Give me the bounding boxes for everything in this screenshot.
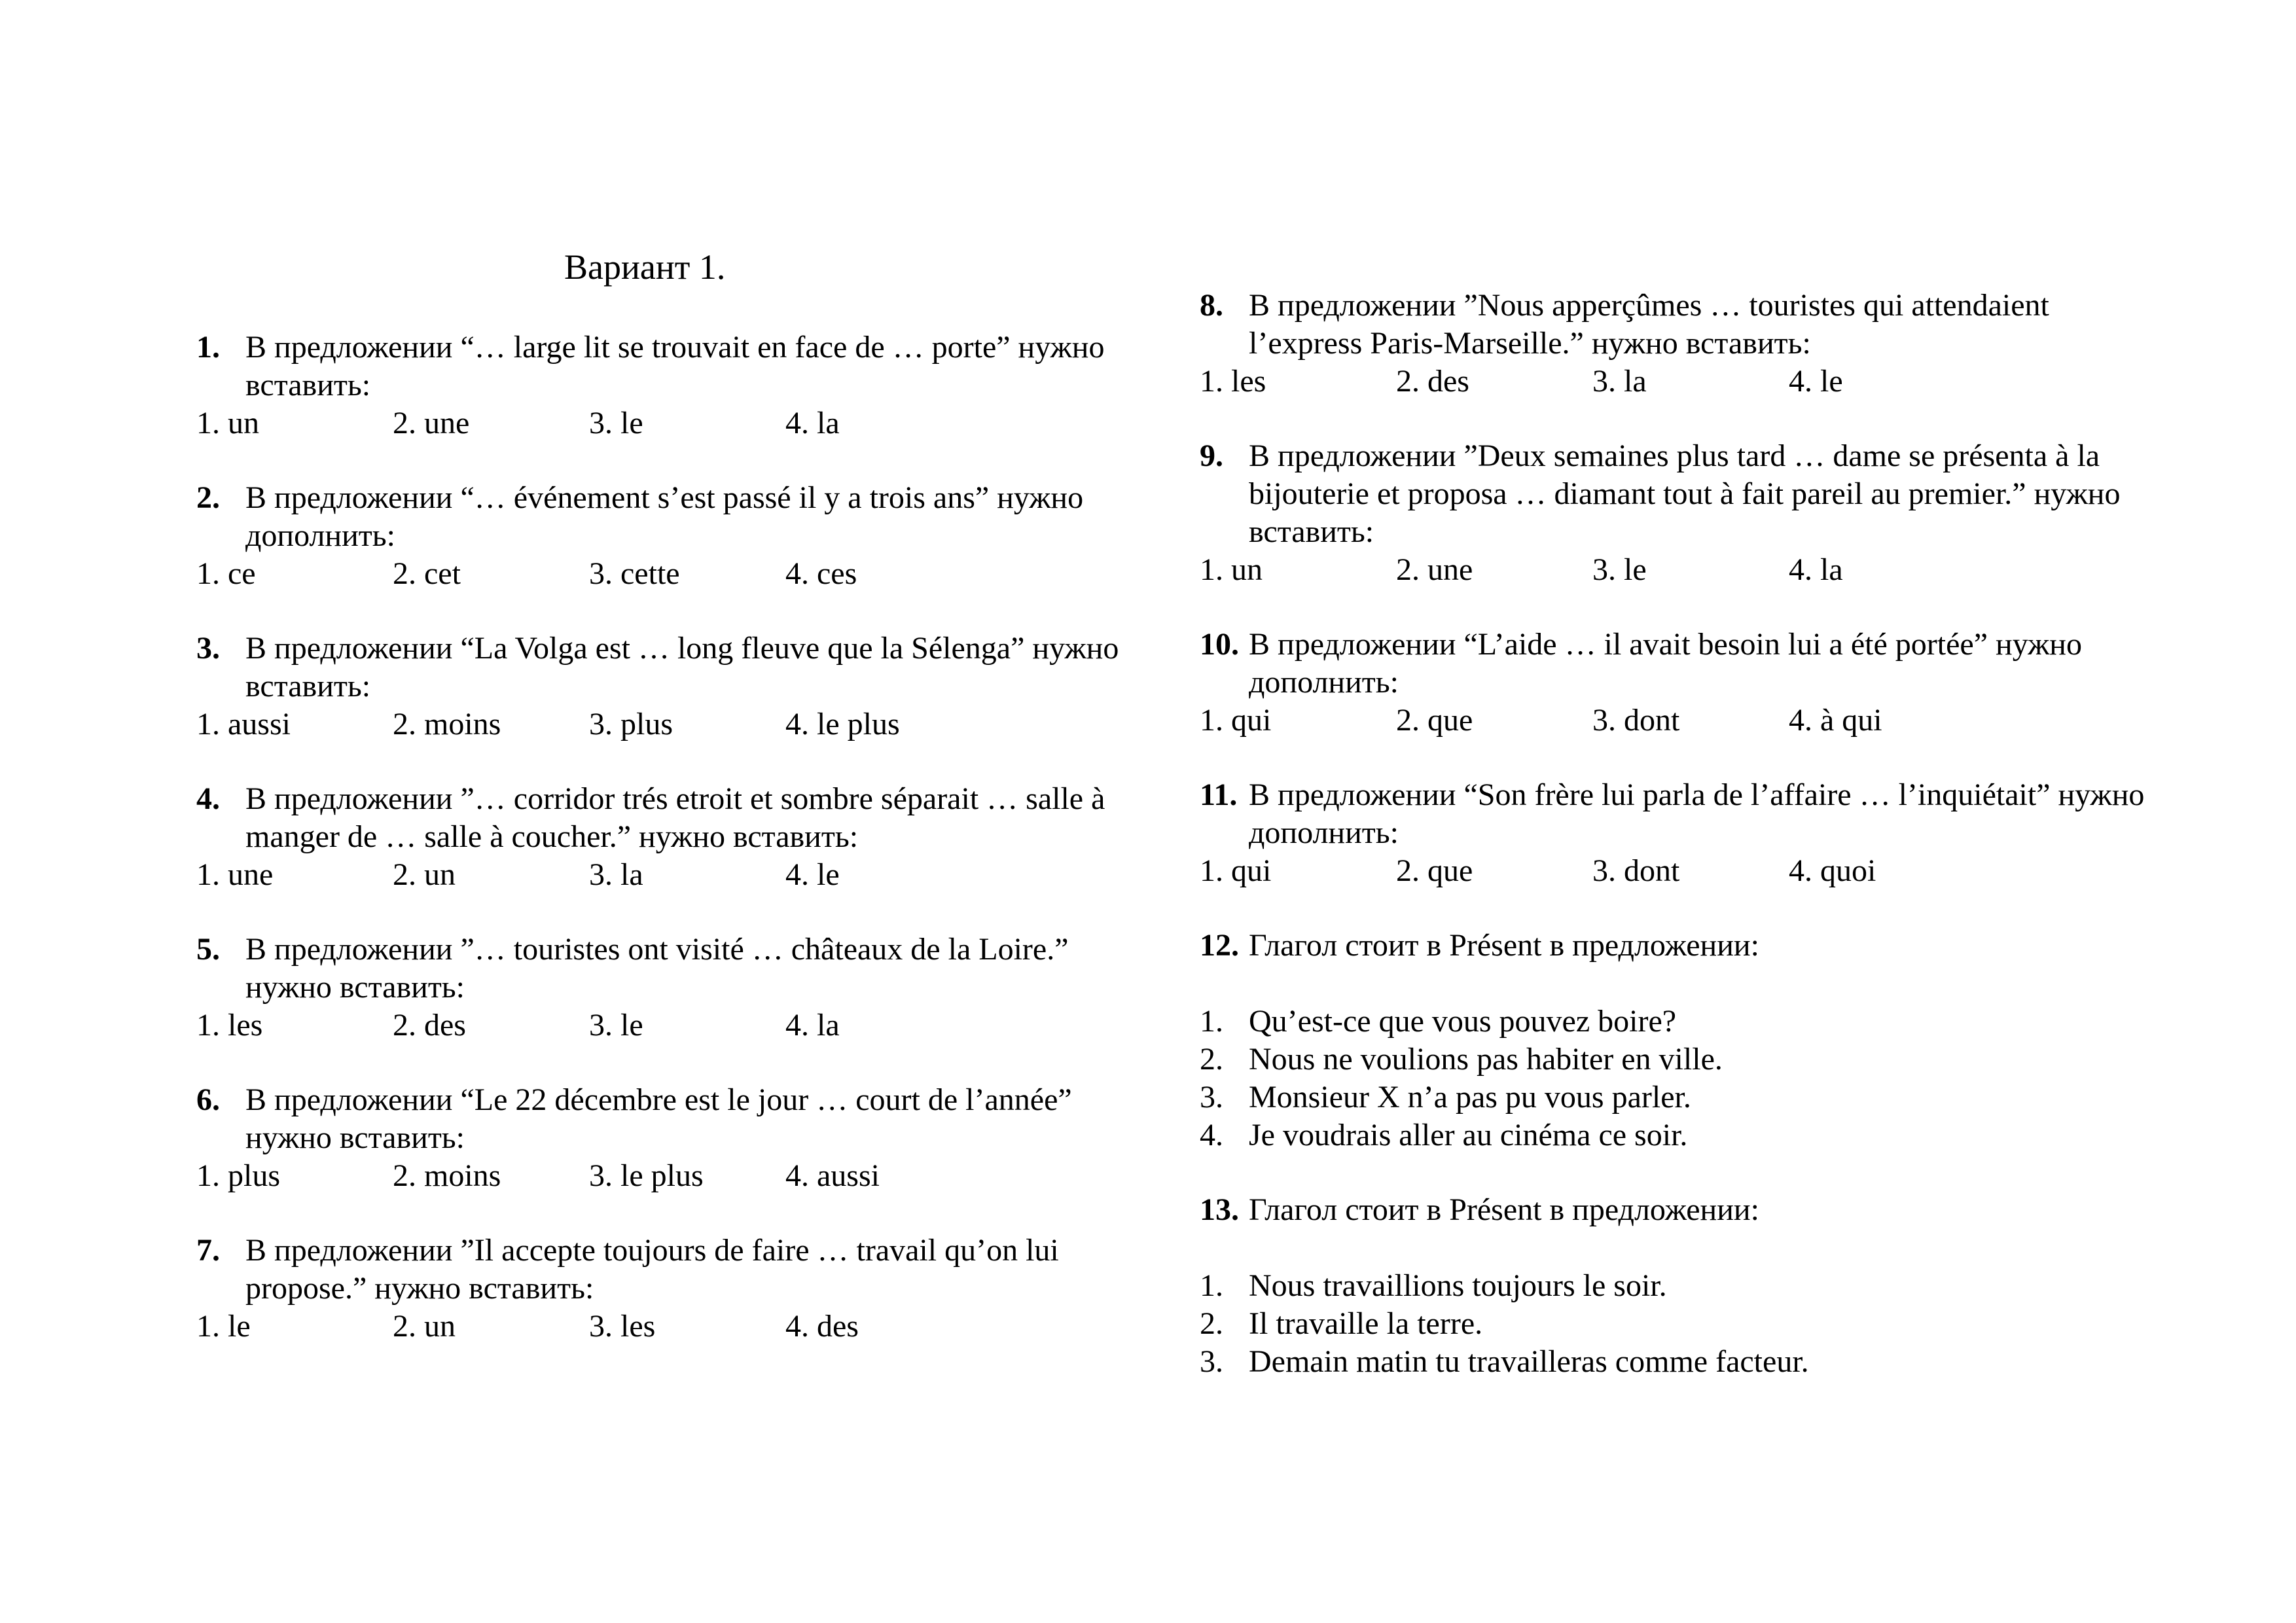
question-8 — [1200, 287, 2149, 401]
question-10 — [1200, 626, 2149, 740]
sentence-text: Qu’est-ce que vous pouvez boire? — [1249, 1004, 1677, 1039]
answer-option: 2. que — [1396, 703, 1473, 738]
answer-option: 3. dont — [1592, 853, 1680, 888]
answer-options — [196, 404, 1145, 442]
answer-option: 2. une — [393, 406, 470, 440]
sentence-option — [1200, 1041, 2149, 1079]
answer-option: 4. la — [785, 1008, 840, 1043]
answer-options — [1200, 551, 2149, 589]
question-text: В предложении “… large lit se trouvait en face de … porte” нужно вставить: — [245, 330, 1105, 402]
question-3 — [196, 630, 1145, 743]
answer-option: 4. le — [785, 857, 840, 892]
answer-option: 1. une — [196, 857, 274, 892]
answer-option: 3. les — [589, 1309, 656, 1344]
answer-options — [1200, 363, 2149, 401]
question-6 — [196, 1081, 1145, 1195]
question-text: В предложении ”… corridor trés etroit et sombre séparait … salle à manger de … salle à coucher.” нужно вставить: — [245, 781, 1105, 854]
question-number: 8. — [1200, 288, 1223, 323]
answer-options — [196, 856, 1145, 894]
answer-option: 1. les — [196, 1008, 263, 1043]
answer-option: 3. dont — [1592, 703, 1680, 738]
answer-option: 3. le plus — [589, 1158, 704, 1193]
question-9 — [1200, 437, 2149, 589]
answer-option: 3. la — [1592, 364, 1647, 399]
question-number: 4. — [196, 781, 220, 816]
question-5 — [196, 931, 1145, 1044]
answer-option: 2. moins — [393, 1158, 501, 1193]
answer-option: 1. qui — [1200, 853, 1272, 888]
answer-option: 4. ces — [785, 556, 857, 591]
sentence-number: 1. — [1200, 1268, 1223, 1303]
question-4 — [196, 780, 1145, 894]
sentence-option — [1200, 1079, 2149, 1116]
answer-option: 2. que — [1396, 853, 1473, 888]
answer-option: 1. le — [196, 1309, 251, 1344]
answer-option: 4. quoi — [1789, 853, 1876, 888]
question-text: В предложении “Son frère lui parla de l’affaire … l’inquiétait” нужно дополнить: — [1249, 777, 2145, 850]
answer-option: 1. ce — [196, 556, 256, 591]
answer-options — [1200, 852, 2149, 890]
question-number: 6. — [196, 1082, 220, 1117]
answer-options — [196, 705, 1145, 743]
question-13 — [1200, 1191, 2149, 1381]
answer-option: 4. la — [1789, 552, 1843, 587]
answer-option: 2. un — [393, 1309, 456, 1344]
answer-option: 1. plus — [196, 1158, 281, 1193]
sentence-text: Demain matin tu travailleras comme facteur. — [1249, 1344, 1809, 1379]
sentence-number: 2. — [1200, 1042, 1223, 1077]
answer-options — [196, 555, 1145, 593]
answer-option: 4. aussi — [785, 1158, 880, 1193]
answer-option: 2. des — [1396, 364, 1469, 399]
question-text: В предложении “… événement s’est passé il y a trois ans” нужно дополнить: — [245, 480, 1084, 553]
question-12 — [1200, 927, 2149, 1154]
page-title: Вариант 1. — [564, 247, 726, 287]
question-11 — [1200, 776, 2149, 890]
answer-option: 2. moins — [393, 707, 501, 741]
question-text: В предложении ”… touristes ont visité … châteaux de la Loire.” нужно вставить: — [245, 932, 1069, 1005]
answer-option: 1. un — [1200, 552, 1263, 587]
sentence-number: 3. — [1200, 1344, 1223, 1379]
question-number: 11. — [1200, 777, 1238, 812]
answer-option: 1. qui — [1200, 703, 1272, 738]
answer-option: 4. à qui — [1789, 703, 1882, 738]
question-number: 12. — [1200, 928, 1239, 963]
sentence-option — [1200, 1116, 2149, 1154]
question-number: 13. — [1200, 1192, 1239, 1227]
answer-option: 4. la — [785, 406, 840, 440]
question-text: В предложении ”Deux semaines plus tard … dame se présenta à la bijouterie et proposa … diamant tout à fait pareil au premier.” нужно вставить: — [1249, 438, 2121, 549]
sentence-number: 4. — [1200, 1118, 1223, 1152]
answer-option: 2. des — [393, 1008, 466, 1043]
answer-option: 3. le — [1592, 552, 1647, 587]
question-number: 9. — [1200, 438, 1223, 473]
question-text: В предложении “L’aide … il avait besoin lui a été portée” нужно дополнить: — [1249, 627, 2082, 700]
sentence-number: 1. — [1200, 1004, 1223, 1039]
answer-option: 2. une — [1396, 552, 1473, 587]
sentence-text: Je voudrais aller au cinéma ce soir. — [1249, 1118, 1688, 1152]
answer-option: 4. le — [1789, 364, 1843, 399]
answer-option: 3. la — [589, 857, 643, 892]
question-1 — [196, 329, 1145, 442]
answer-options — [1200, 702, 2149, 740]
sentence-text: Monsieur X n’a pas pu vous parler. — [1249, 1080, 1691, 1115]
answer-option: 4. des — [785, 1309, 859, 1344]
sentence-number: 3. — [1200, 1080, 1223, 1115]
sentence-option — [1200, 1003, 2149, 1041]
answer-option: 4. le plus — [785, 707, 900, 741]
sentence-option — [1200, 1343, 2149, 1381]
answer-option: 2. cet — [393, 556, 461, 591]
answer-option: 2. un — [393, 857, 456, 892]
answer-option: 1. aussi — [196, 707, 291, 741]
question-2 — [196, 479, 1145, 593]
sentence-text: Nous ne voulions pas habiter en ville. — [1249, 1042, 1723, 1077]
answer-options — [196, 1007, 1145, 1044]
answer-option: 3. le — [589, 406, 643, 440]
question-text: В предложении “Le 22 décembre est le jour … court de l’année” нужно вставить: — [245, 1082, 1072, 1155]
answer-option: 1. un — [196, 406, 259, 440]
answer-option: 3. cette — [589, 556, 680, 591]
answer-option: 3. le — [589, 1008, 643, 1043]
sentence-option — [1200, 1305, 2149, 1343]
sentence-number: 2. — [1200, 1306, 1223, 1341]
question-text: Глагол стоит в Présent в предложении: — [1249, 928, 1759, 963]
question-text: В предложении “La Volga est … long fleuve que la Sélenga” нужно вставить: — [245, 631, 1119, 704]
question-number: 3. — [196, 631, 220, 666]
question-text: В предложении ”Nous apperçûmes … touristes qui attendaient l’express Paris-Marseille.” нужно вставить: — [1249, 288, 2049, 361]
sentence-text: Il travaille la terre. — [1249, 1306, 1483, 1341]
answer-options — [196, 1308, 1145, 1346]
question-text: Глагол стоит в Présent в предложении: — [1249, 1192, 1759, 1227]
sentence-text: Nous travaillions toujours le soir. — [1249, 1268, 1667, 1303]
question-text: В предложении ”Il accepte toujours de faire … travail qu’on lui propose.” нужно вставить: — [245, 1233, 1059, 1306]
question-7 — [196, 1232, 1145, 1346]
answer-options — [196, 1157, 1145, 1195]
question-number: 10. — [1200, 627, 1239, 662]
question-number: 7. — [196, 1233, 220, 1268]
question-number: 1. — [196, 330, 220, 365]
answer-option: 3. plus — [589, 707, 673, 741]
answer-option: 1. les — [1200, 364, 1266, 399]
sentence-option — [1200, 1267, 2149, 1305]
question-number: 2. — [196, 480, 220, 515]
question-number: 5. — [196, 932, 220, 967]
